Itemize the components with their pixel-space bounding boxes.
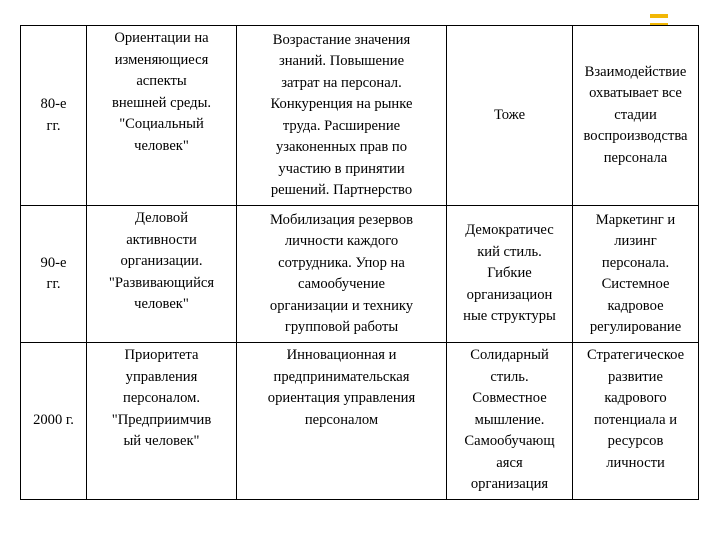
table-row-2000 [21, 343, 699, 500]
orientation-cell: Приоритета управления персоналом. "Предприимчив ый человек" [87, 343, 237, 500]
factors-cell: Инновационная и предпринимательская ориентация управления персоналом [237, 343, 447, 500]
factors-cell: Мобилизация резервов личности каждого сотрудника. Упор на самообучение организации и технику групповой работы [237, 206, 447, 343]
orientation-cell: Деловой активности организации. "Развивающийся человек" [87, 206, 237, 343]
period-cell: 80-е гг. [21, 26, 87, 206]
period-cell: 2000 г. [21, 343, 87, 500]
interaction-cell: Взаимодействие охватывает все стадии воспроизводства персонала [573, 26, 699, 206]
interaction-cell: Маркетинг и лизинг персонала. Системное кадровое регулирование [573, 206, 699, 343]
table-row-90s [21, 206, 699, 343]
style-cell: Тоже [447, 26, 573, 206]
table-row-80s [21, 26, 699, 206]
factors-cell: Возрастание значения знаний. Повышение затрат на персонал. Конкуренция на рынке труда. Расширение узаконенных прав по участию в принятии решений. Партнерство [237, 26, 447, 206]
interaction-cell: Стратегическое развитие кадрового потенциала и ресурсов личности [573, 343, 699, 500]
style-cell: Демократичес кий стиль. Гибкие организацион ные структуры [447, 206, 573, 343]
style-cell: Солидарный стиль. Совместное мышление. Самообучающ аяся организация [447, 343, 573, 500]
orientation-cell: Ориентации на изменяющиеся аспекты внешней среды. "Социальный человек" [87, 26, 237, 206]
hr-management-evolution-table [20, 25, 699, 500]
period-cell: 90-е гг. [21, 206, 87, 343]
